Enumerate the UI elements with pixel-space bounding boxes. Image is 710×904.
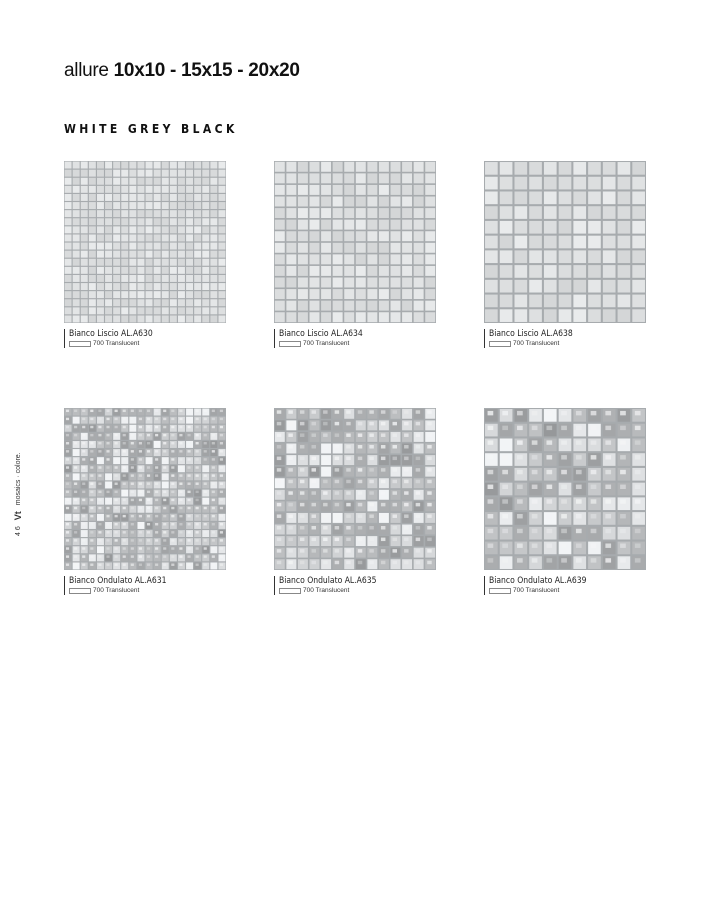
finish-label: 700 Translucent <box>513 340 560 347</box>
tile-finish <box>69 586 226 595</box>
title-sizes: 10x10 - 15x15 - 20x20 <box>113 60 300 81</box>
mosaic-tile <box>274 408 436 595</box>
finish-label: 700 Translucent <box>93 340 140 347</box>
mosaic-swatch <box>64 161 226 323</box>
tile-name: Bianco Liscio AL.A630 <box>69 329 153 339</box>
section-heading: WHITE GREY BLACK <box>64 122 238 136</box>
mosaic-swatch <box>274 408 436 570</box>
tile-caption <box>484 576 646 595</box>
finish-swatch-icon <box>279 588 301 594</box>
tile-caption <box>274 329 436 348</box>
tile-caption <box>64 576 226 595</box>
mosaic-tile <box>64 408 226 595</box>
tile-caption <box>64 329 226 348</box>
brand-logo: Vt <box>13 511 23 521</box>
finish-label: 700 Translucent <box>513 587 560 594</box>
tile-finish <box>279 586 436 595</box>
finish-label: 700 Translucent <box>93 587 140 594</box>
finish-swatch-icon <box>69 588 91 594</box>
tile-finish <box>69 339 226 348</box>
mosaic-tile <box>484 161 646 348</box>
side-footer <box>12 416 24 536</box>
tile-name: Bianco Liscio AL.A638 <box>489 329 573 339</box>
tile-caption <box>274 576 436 595</box>
mosaic-swatch <box>484 161 646 323</box>
finish-swatch-icon <box>489 341 511 347</box>
tile-name: Bianco Ondulato AL.A631 <box>69 576 167 586</box>
page-number: 4 6 <box>14 526 22 536</box>
mosaic-tile <box>274 161 436 348</box>
mosaic-swatch <box>64 408 226 570</box>
finish-label: 700 Translucent <box>303 340 350 347</box>
tile-name: Bianco Ondulato AL.A639 <box>489 576 587 586</box>
tile-name: Bianco Ondulato AL.A635 <box>279 576 377 586</box>
mosaic-swatch <box>274 161 436 323</box>
title-series: allure <box>64 60 109 81</box>
tile-finish <box>489 339 646 348</box>
finish-swatch-icon <box>69 341 91 347</box>
tile-name: Bianco Liscio AL.A634 <box>279 329 363 339</box>
page-title <box>64 60 300 82</box>
mosaic-tile <box>484 408 646 595</box>
finish-swatch-icon <box>489 588 511 594</box>
finish-label: 700 Translucent <box>303 587 350 594</box>
tile-finish <box>489 586 646 595</box>
mosaic-swatch <box>484 408 646 570</box>
tile-caption <box>484 329 646 348</box>
finish-swatch-icon <box>279 341 301 347</box>
brand-name: mosaics · colore. <box>14 452 22 506</box>
mosaic-tile <box>64 161 226 348</box>
tile-finish <box>279 339 436 348</box>
